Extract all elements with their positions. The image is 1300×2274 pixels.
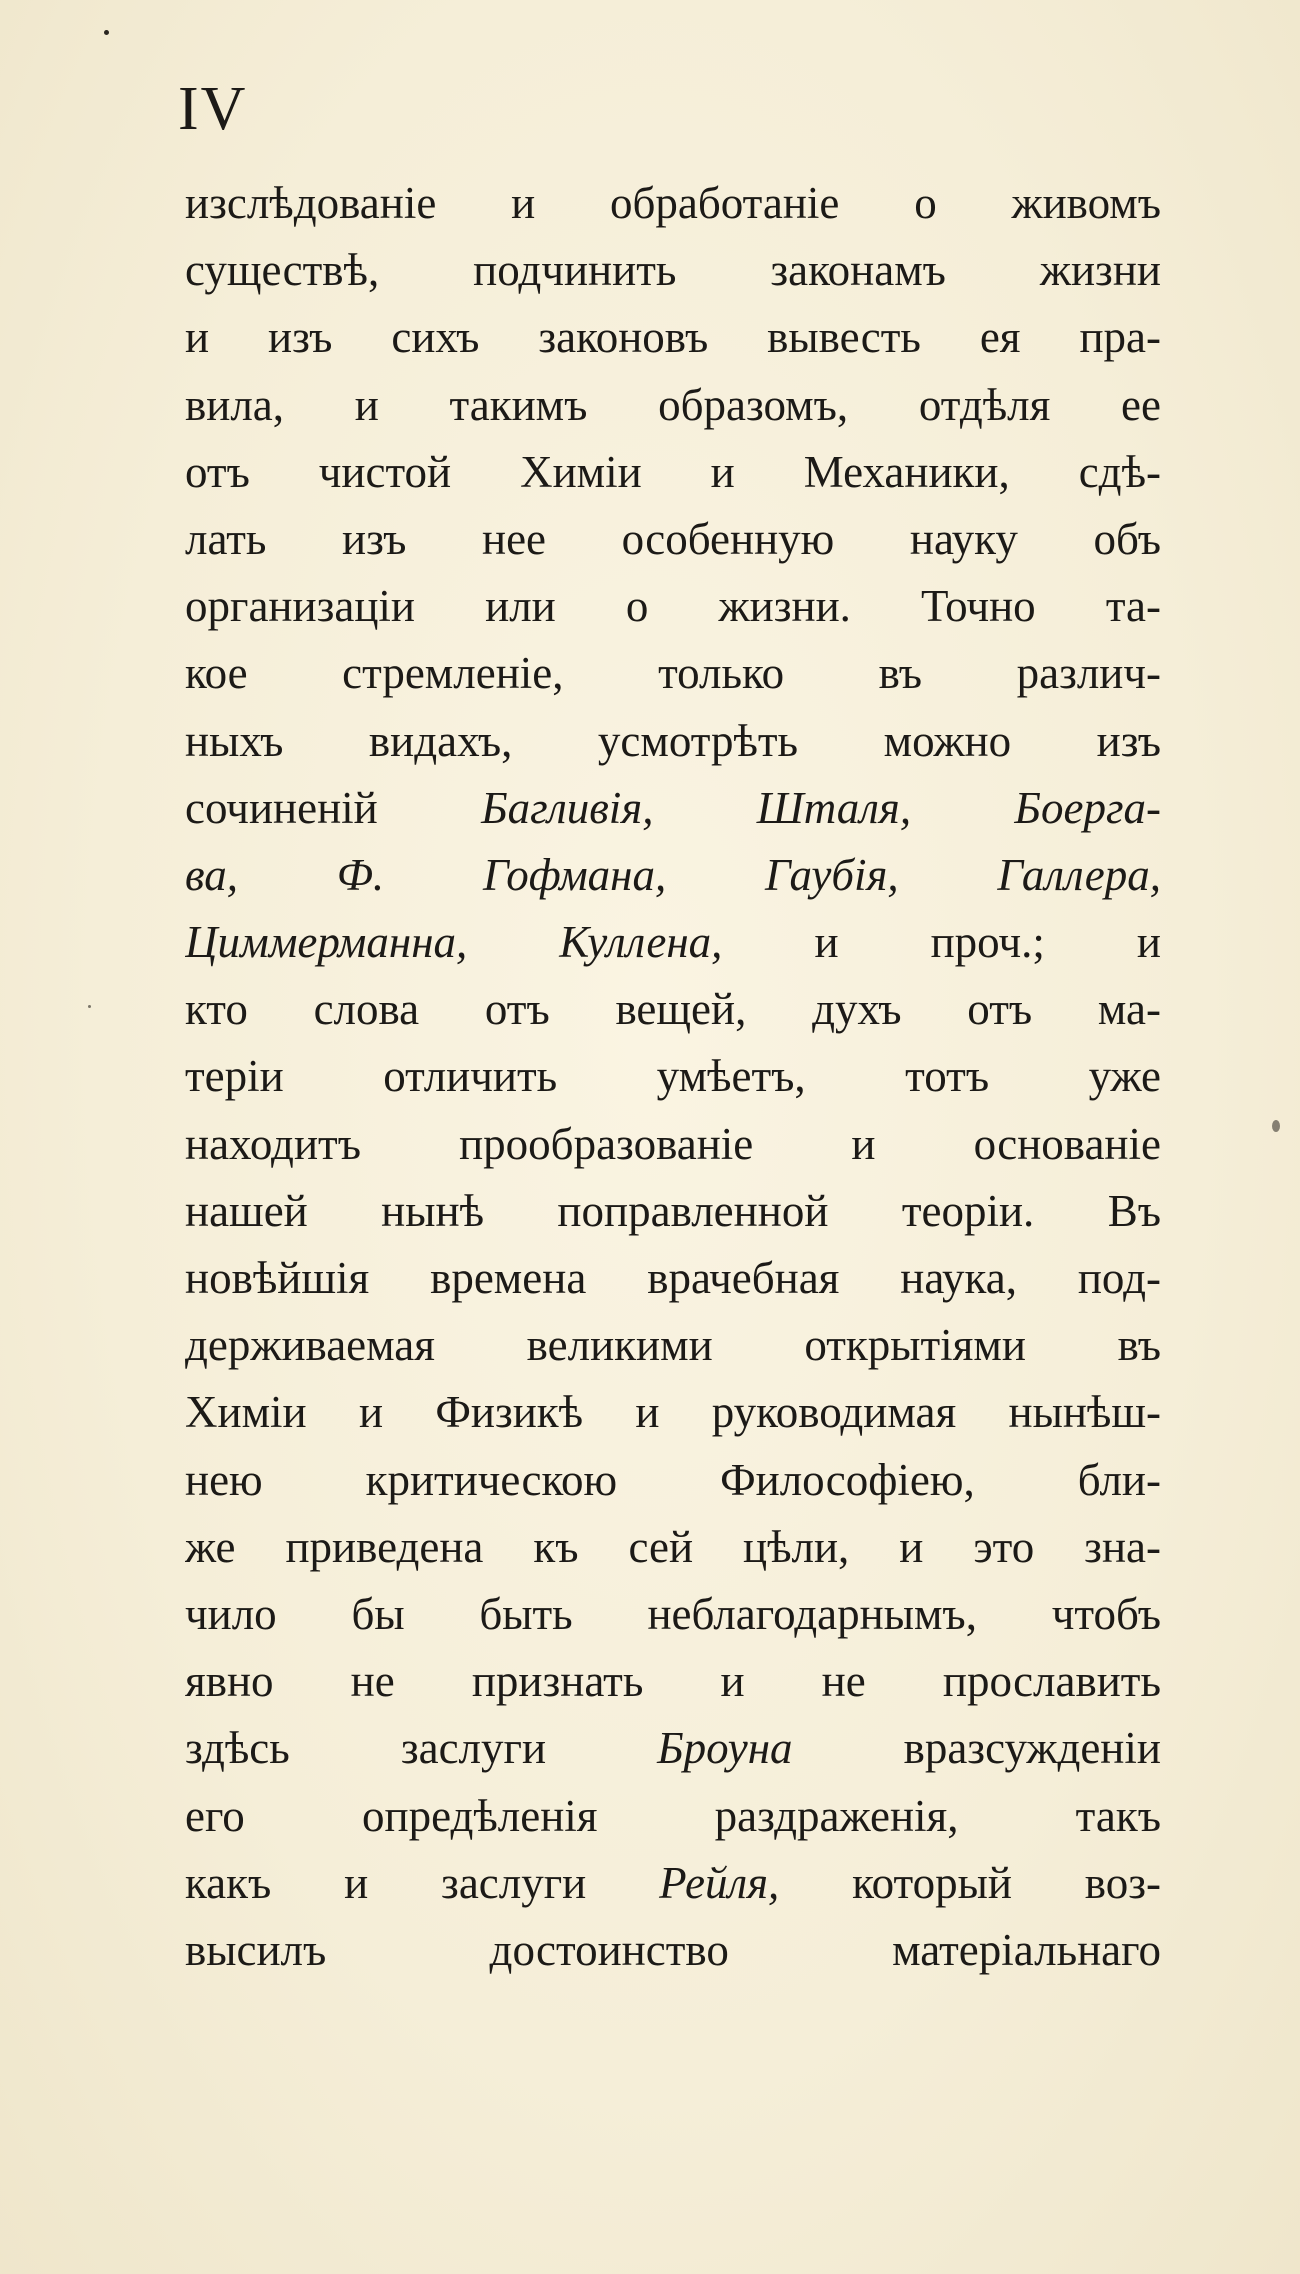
text-segment: отъ чистой Химіи и Механики, сдѣ- (185, 446, 1161, 497)
text-line (185, 909, 1161, 976)
text-line (185, 573, 1161, 640)
text-segment: же приведена къ сей цѣли, и это зна- (185, 1521, 1161, 1572)
text-line (185, 372, 1161, 439)
text-line (185, 1850, 1161, 1917)
body-text (185, 170, 1161, 1984)
text-segment: сочиненій (185, 782, 482, 833)
italic-name-text: Броуна (657, 1723, 793, 1774)
text-line (185, 170, 1161, 237)
text-segment: организаціи или о жизни. Точно та- (185, 581, 1161, 632)
text-segment: высилъ достоинство матеріальнаго (185, 1924, 1161, 1975)
text-segment: и изъ сихъ законовъ вывесть ея пра- (185, 312, 1161, 363)
text-line (185, 1514, 1161, 1581)
text-segment: теріи отличить умѣетъ, тотъ уже (185, 1051, 1161, 1102)
text-segment: какъ и заслуги (185, 1857, 660, 1908)
text-line (185, 1783, 1161, 1850)
text-segment: изслѣдованіе и обработаніе о живомъ (185, 178, 1161, 228)
ink-speck (104, 30, 109, 35)
text-segment: нею критическою Философіею, бли- (185, 1454, 1161, 1505)
text-line (185, 775, 1161, 842)
page-number: IV (178, 75, 248, 143)
text-segment: держиваемая великими открытіями въ (185, 1320, 1161, 1371)
italic-name-text: Рейля, (659, 1857, 780, 1908)
text-segment: его опредѣленія раздраженія, такъ (185, 1790, 1161, 1841)
text-segment: кое стремленіе, только въ различ- (185, 648, 1161, 699)
text-segment: здѣсь заслуги (185, 1723, 658, 1774)
text-line (185, 1043, 1161, 1110)
text-line (185, 1447, 1161, 1514)
text-line (185, 304, 1161, 371)
text-segment: лать изъ нее особенную науку объ (185, 513, 1161, 564)
text-line (185, 1379, 1161, 1446)
text-line (185, 1312, 1161, 1379)
text-line (185, 1917, 1161, 1984)
text-segment: чило бы быть неблагодарнымъ, чтобъ (185, 1588, 1161, 1639)
text-segment: который воз- (779, 1857, 1161, 1908)
text-segment: явно не признать и не прославить (185, 1656, 1161, 1707)
text-segment: кто слова отъ вещей, духъ отъ ма- (185, 984, 1161, 1035)
text-line (185, 1648, 1161, 1715)
text-line (185, 237, 1161, 304)
text-line (185, 1111, 1161, 1178)
text-segment: и проч.; и (722, 917, 1161, 968)
italic-name-text: Циммерманна, Куллена, (185, 917, 723, 968)
text-line (185, 976, 1161, 1043)
italic-name-text: ва, Ф. Гофмана, Гаубія, Галлера, (185, 849, 1161, 900)
text-line (185, 1715, 1161, 1782)
ink-speck (88, 1005, 91, 1008)
text-segment: вила, и такимъ образомъ, отдѣля ее (185, 379, 1161, 430)
text-line (185, 1178, 1161, 1245)
text-segment: находитъ прообразованіе и основаніе (185, 1118, 1161, 1169)
text-segment: существѣ, подчинить законамъ жизни (185, 245, 1161, 296)
ink-speck (1272, 1120, 1280, 1132)
text-line (185, 506, 1161, 573)
italic-name-text: Багливія, Шталя, Боерга- (481, 782, 1161, 833)
text-line (185, 842, 1161, 909)
text-line (185, 708, 1161, 775)
text-segment: новѣйшія времена врачебная наука, под- (185, 1253, 1161, 1303)
text-segment: ныхъ видахъ, усмотрѣть можно изъ (185, 715, 1161, 766)
text-segment: нашей нынѣ поправленной теоріи. Въ (185, 1185, 1161, 1236)
text-line (185, 1581, 1161, 1648)
text-line (185, 640, 1161, 707)
text-line (185, 439, 1161, 506)
text-segment: вразсужденіи (792, 1723, 1161, 1774)
text-segment: Химіи и Физикѣ и руководимая нынѣш- (185, 1387, 1161, 1438)
text-line (185, 1245, 1161, 1312)
